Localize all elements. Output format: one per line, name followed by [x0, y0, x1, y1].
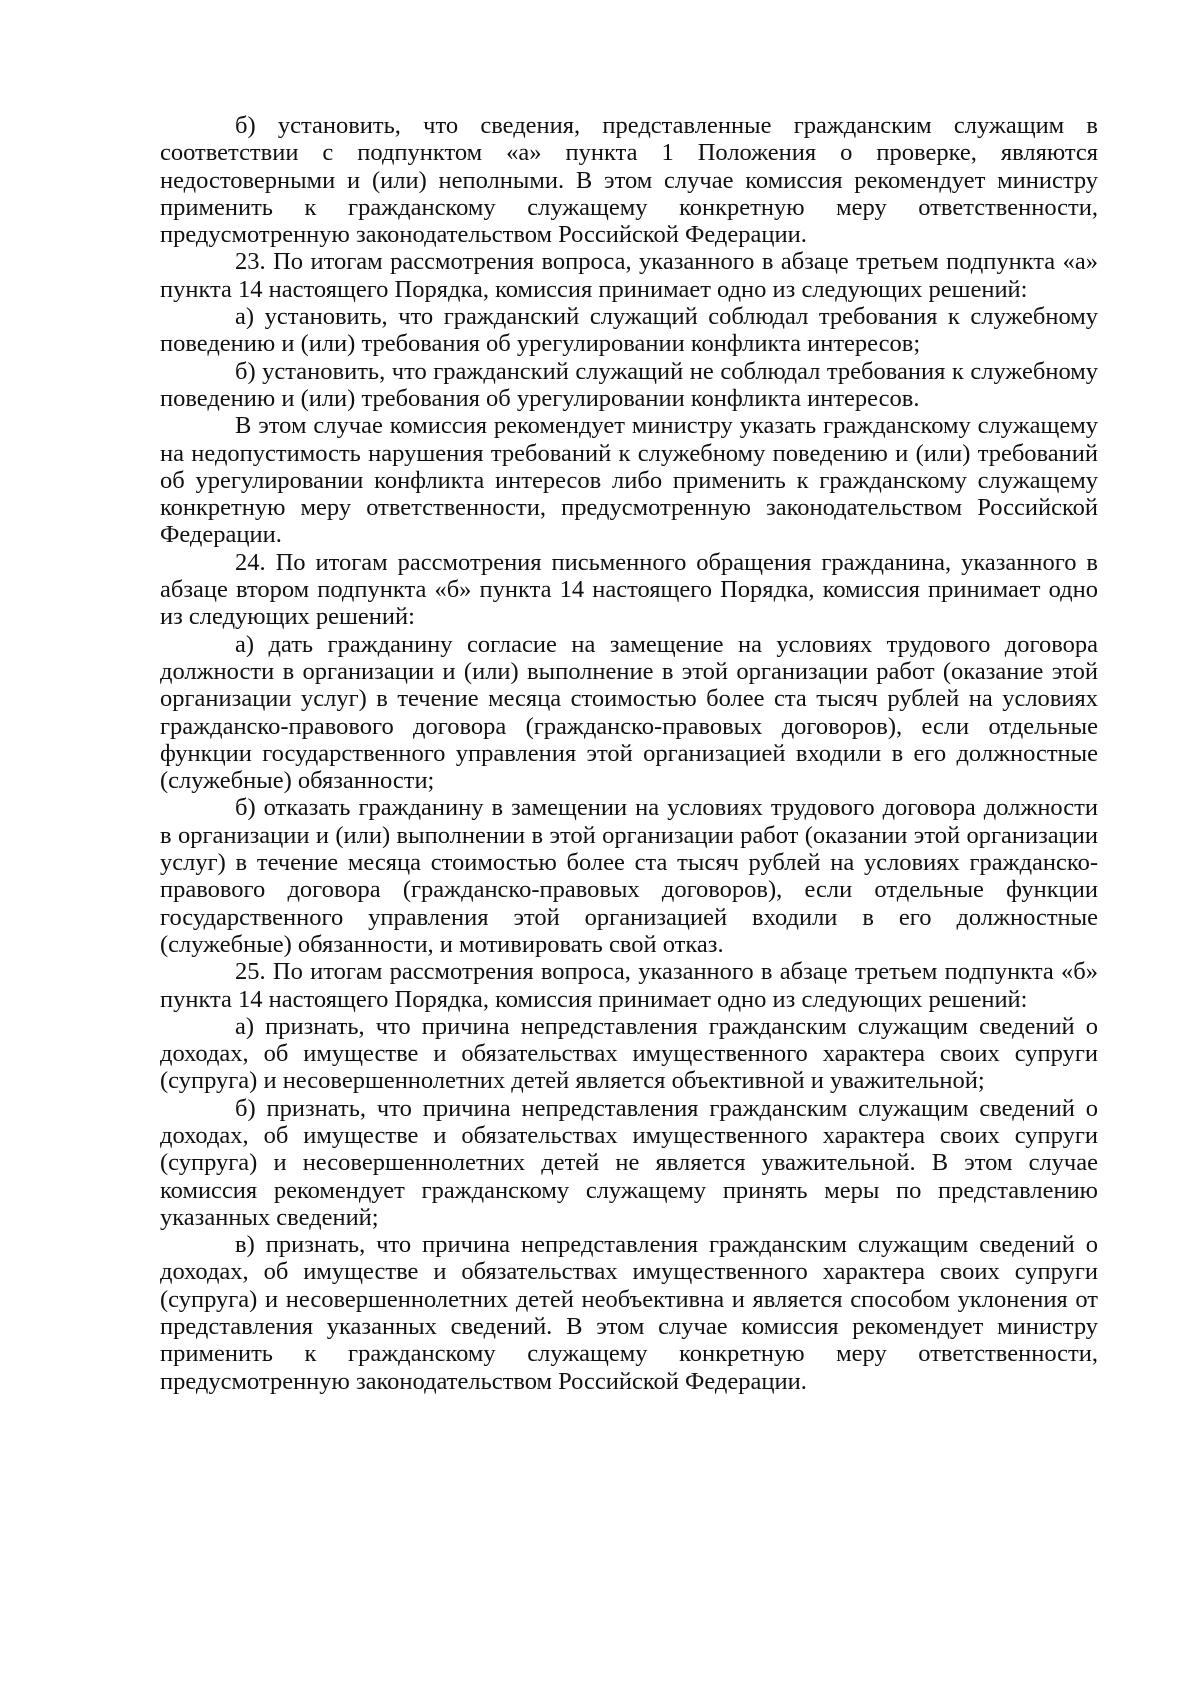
paragraph-23b: б) установить, что гражданский служащий не соблюдал требования к служебному поведению и (или) требования об урегулировании конфликта интересов.: [160, 357, 1098, 412]
paragraph-23: 23. По итогам рассмотрения вопроса, указанного в абзаце третьем подпункта «а» пункта 14 настоящего Порядка, комиссия принимает одно из следующих решений:: [160, 248, 1098, 303]
paragraph-24: 24. По итогам рассмотрения письменного обращения гражданина, указанного в абзаце втором подпункта «б» пункта 14 настоящего Порядка, комиссия принимает одно из следующих решений:: [160, 548, 1098, 631]
paragraph-23-note: В этом случае комиссия рекомендует министру указать гражданскому служащему на недопустимость нарушения требований к служебному поведению и (или) требований об урегулировании конфликта интересов либо применить к гражданскому служащему конкретную меру ответственности, предусмотренную законодательством Российской Федерации.: [160, 412, 1098, 549]
paragraph-24a: а) дать гражданину согласие на замещение на условиях трудового договора должности в организации и (или) выполнение в этой организации работ (оказание этой организации услуг) в течение месяца стоимостью более ста тысяч рублей на условиях гражданско-правового договора (гражданско-правовых договоров), если отдельные функции государственного управления этой организацией входили в его должностные (служебные) обязанности;: [160, 630, 1098, 795]
document-page: [160, 112, 1098, 1395]
paragraph-25: 25. По итогам рассмотрения вопроса, указанного в абзаце третьем подпункта «б» пункта 14 настоящего Порядка, комиссия принимает одно из следующих решений:: [160, 958, 1098, 1013]
paragraph-23a: а) установить, что гражданский служащий соблюдал требования к служебному поведению и (или) требования об урегулировании конфликта интересов;: [160, 303, 1098, 358]
paragraph-25b: б) признать, что причина непредставления гражданским служащим сведений о доходах, об имуществе и обязательствах имущественного характера своих супруги (супруга) и несовершеннолетних детей не является уважительной. В этом случае комиссия рекомендует гражданскому служащему принять меры по представлению указанных сведений;: [160, 1094, 1098, 1231]
paragraph-25a: а) признать, что причина непредставления гражданским служащим сведений о доходах, об имуществе и обязательствах имущественного характера своих супруги (супруга) и несовершеннолетних детей является объективной и уважительной;: [160, 1012, 1098, 1095]
paragraph-22b: б) установить, что сведения, представленные гражданским служащим в соответствии с подпунктом «а» пункта 1 Положения о проверке, являются недостоверными и (или) неполными. В этом случае комиссия рекомендует министру применить к гражданскому служащему конкретную меру ответственности, предусмотренную законодательством Российской Федерации.: [160, 112, 1098, 249]
paragraph-25c: в) признать, что причина непредставления гражданским служащим сведений о доходах, об имуществе и обязательствах имущественного характера своих супруги (супруга) и несовершеннолетних детей необъективна и является способом уклонения от представления указанных сведений. В этом случае комиссия рекомендует министру применить к гражданскому служащему конкретную меру ответственности, предусмотренную законодательством Российской Федерации.: [160, 1231, 1098, 1395]
paragraph-24b: б) отказать гражданину в замещении на условиях трудового договора должности в организации и (или) выполнении в этой организации работ (оказании этой организации услуг) в течение месяца стоимостью более ста тысяч рублей на условиях гражданско-правового договора (гражданско-правовых договоров), если отдельные функции государственного управления этой организацией входили в его должностные (служебные) обязанности, и мотивировать свой отказ.: [160, 794, 1098, 958]
